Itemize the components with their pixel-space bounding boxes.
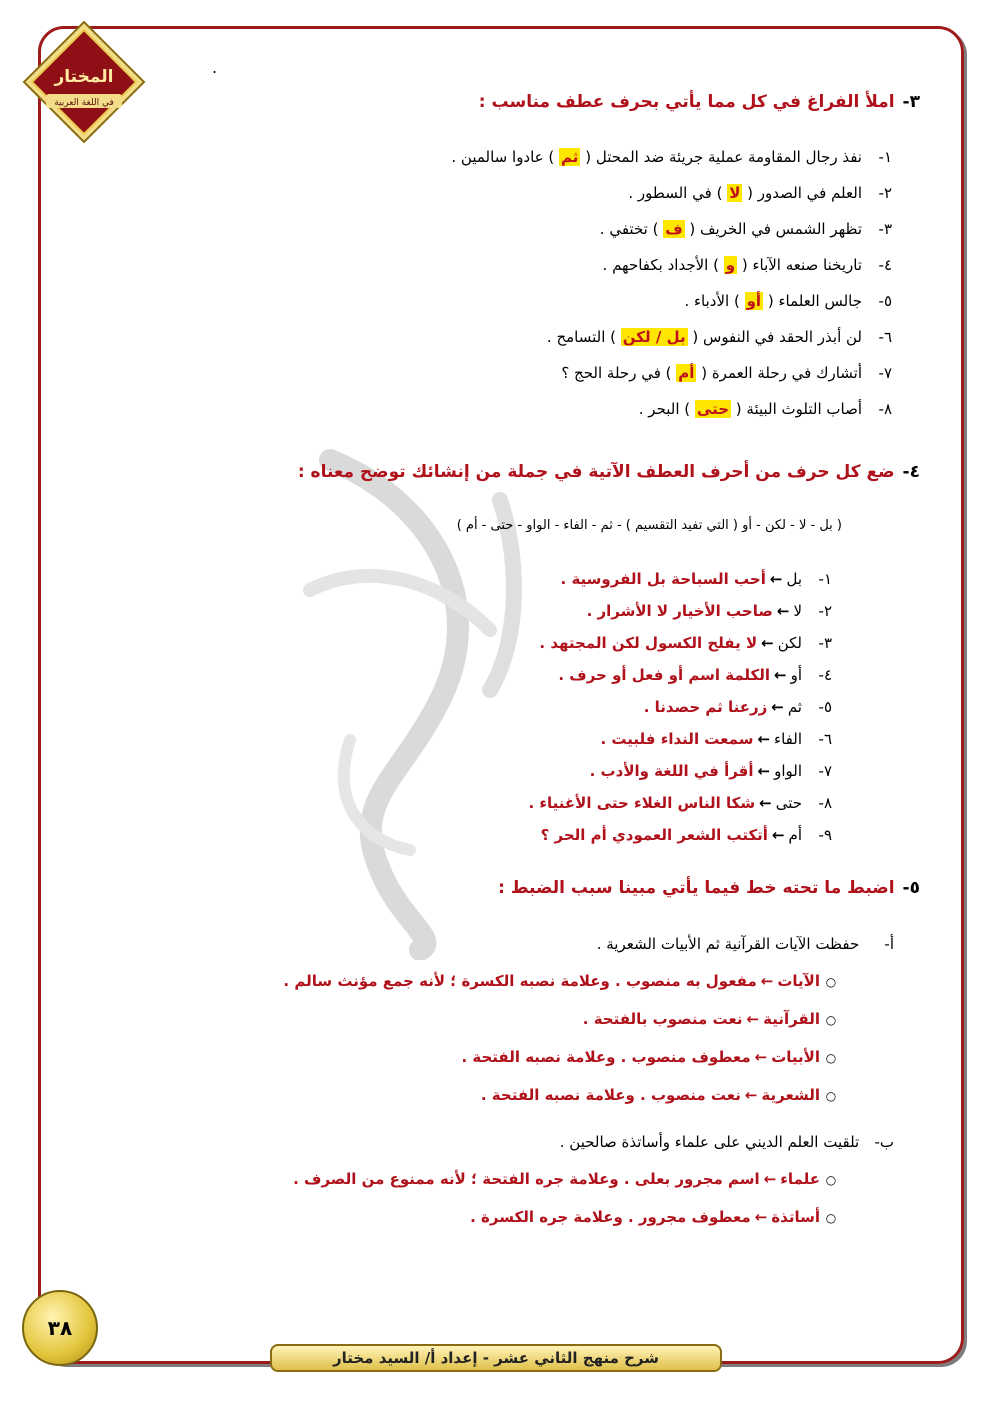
q5-number: ٥- <box>902 878 920 898</box>
q5-a-sentence: حفظت الآيات القرآنية ثم الأبيات الشعرية . <box>596 935 860 953</box>
q3-item-answer: ف <box>665 220 683 238</box>
q5-a-label: أ- <box>884 935 894 953</box>
q3-item-after: البحر . <box>638 400 680 418</box>
arrow-icon: ← <box>774 666 787 684</box>
q3-item-number: ٧- <box>878 364 892 382</box>
arrow-icon: ← <box>754 1048 768 1066</box>
q5-heading <box>498 878 920 898</box>
q5-b-answer-item <box>470 1208 842 1226</box>
bullet-circle-icon: ○ <box>825 1211 837 1225</box>
arrow-icon: ← <box>771 698 784 716</box>
q3-item-before: أصاب التلوث البيئة <box>741 400 862 418</box>
q5-b-sentence-line <box>560 1133 894 1151</box>
q3-item-answer: أم <box>678 364 695 382</box>
q4-item-letter: أو <box>790 666 802 684</box>
q4-item-sentence: الكلمة اسم أو فعل أو حرف . <box>558 666 770 684</box>
q4-item-sentence: لا يفلح الكسول لكن المجتهد . <box>539 634 758 652</box>
q3-bracket-close: ) <box>729 292 745 310</box>
q4-letters-list: ( بل - لا - لكن - أو ( التي تفيد التقسيم ) - ثم - الفاء - الواو - حتى - أم ) <box>456 518 842 533</box>
q3-item-before: لن أبذر الحقد في النفوس <box>698 328 862 346</box>
q5-a-answer-word: الشعرية <box>761 1086 820 1104</box>
q3-item-after: عادوا سالمين . <box>451 148 544 166</box>
q3-item <box>600 220 892 238</box>
q3-item-after: في السطور . <box>628 184 712 202</box>
q4-item <box>587 602 832 620</box>
q4-item-letter: ثم <box>787 698 802 716</box>
page-number: ٣٨ <box>22 1290 98 1366</box>
q3-bracket-open: ( <box>737 256 748 274</box>
q3-bracket-close: ) <box>660 364 677 382</box>
q3-item-after: في رحلة الحج ؟ <box>561 364 661 382</box>
q5-a-sentence-line <box>597 935 894 953</box>
q4-item-letter: بل <box>786 570 802 588</box>
q3-item-before: العلم في الصدور <box>752 184 862 202</box>
q3-item <box>639 400 892 418</box>
arrow-icon: ← <box>771 826 785 844</box>
arrow-icon: ← <box>759 794 772 812</box>
q3-bracket-open: ( <box>763 292 774 310</box>
q5-a-answer-text: مفعول به منصوب . وعلامة نصبه الكسرة ؛ لأنه جمع مؤنث سالم . <box>283 972 757 990</box>
q4-item-sentence: أحب السباحة بل الفروسية . <box>560 570 766 588</box>
q5-a-answer-item <box>481 1086 842 1104</box>
q3-heading <box>479 92 920 112</box>
logo-badge <box>22 20 146 144</box>
q4-item-number: ٤- <box>818 666 832 684</box>
bullet-circle-icon: ○ <box>825 1173 837 1187</box>
q4-item-sentence: أتكتب الشعر العمودي أم الحر ؟ <box>540 826 768 844</box>
q4-item-sentence: أقرأ في اللغة والأدب . <box>589 762 754 780</box>
q3-bracket-close: ) <box>605 328 621 346</box>
q4-item <box>590 762 832 780</box>
q4-item-number: ٦- <box>818 730 832 748</box>
q5-b-answer-text: معطوف مجرور . وعلامة جره الكسرة . <box>470 1208 751 1226</box>
q3-item-before: نفذ رجال المقاومة عملية جريئة ضد المحتل <box>591 148 862 166</box>
q3-bracket-close: ) <box>708 256 724 274</box>
q3-item-number: ٦- <box>878 328 892 346</box>
q3-item-number: ٢- <box>878 184 892 202</box>
q4-item-letter: الفاء <box>774 730 802 748</box>
q3-bracket-open: ( <box>580 148 592 166</box>
q4-item-sentence: زرعنا ثم حصدنا . <box>643 698 768 716</box>
q3-item-number: ١- <box>878 148 892 166</box>
q5-a-answer-text: معطوف منصوب . وعلامة نصبه الفتحة . <box>461 1048 751 1066</box>
q3-bracket-close: ) <box>543 148 560 166</box>
q3-item-number: ٨- <box>878 400 892 418</box>
q3-item-answer: حتى <box>696 400 730 418</box>
q4-item <box>541 826 832 844</box>
q3-title: املأ الفراغ في كل مما يأتي بحرف عطف مناسب : <box>478 92 895 112</box>
q5-b-sentence: تلقيت العلم الديني على علماء وأساتذة صالحين . <box>559 1133 860 1151</box>
q4-item <box>601 730 833 748</box>
q3-item-after: الأجداد بكفاحهم . <box>602 256 709 274</box>
q3-bracket-open: ( <box>696 364 708 382</box>
arrow-icon: ← <box>776 602 790 620</box>
q3-bracket-open: ( <box>684 220 696 238</box>
q4-item <box>528 794 832 812</box>
q5-a-answer-text: نعت منصوب بالفتحة . <box>582 1010 743 1028</box>
q5-b-label: ب- <box>874 1133 894 1151</box>
q3-item-before: تظهر الشمس في الخريف <box>695 220 862 238</box>
q5-b-answer-text: اسم مجرور بعلى . وعلامة جره الفتحة ؛ لأنه ممنوع من الصرف . <box>293 1170 760 1188</box>
arrow-icon: ← <box>744 1086 758 1104</box>
q3-item-after: تختفي . <box>599 220 648 238</box>
arrow-icon: ← <box>757 762 771 780</box>
q3-bracket-close: ) <box>711 184 728 202</box>
q3-item-answer: بل / لكن <box>622 328 686 346</box>
q4-item-number: ٧- <box>818 762 832 780</box>
logo-title: المختار <box>54 67 114 87</box>
arrow-icon: ← <box>763 1170 777 1188</box>
q3-number: ٣- <box>902 92 920 112</box>
q4-item-letter: لا <box>793 602 802 620</box>
q5-a-answer-text: نعت منصوب . وعلامة نصبه الفتحة . <box>480 1086 741 1104</box>
q3-item-answer: و <box>725 256 736 274</box>
q4-item-number: ٨- <box>818 794 832 812</box>
arrow-icon: ← <box>757 730 771 748</box>
q3-bracket-close: ) <box>647 220 664 238</box>
q5-a-answer-word: القرآنية <box>763 1010 820 1028</box>
q5-a-answer-word: الأبيات <box>771 1048 820 1066</box>
q3-item <box>684 292 892 310</box>
q3-item-number: ٤- <box>878 256 892 274</box>
q4-item-sentence: صاحب الأخيار لا الأشرار . <box>586 602 773 620</box>
bullet-circle-icon: ○ <box>825 1089 837 1103</box>
q3-item <box>561 364 892 382</box>
q4-item-letter: لكن <box>777 634 802 652</box>
q4-item <box>644 698 832 716</box>
arrow-icon: ← <box>761 634 774 652</box>
q3-item-before: تاريخنا صنعه الآباء <box>747 256 862 274</box>
q4-number: ٤- <box>902 462 920 482</box>
q3-item-answer: لا <box>729 184 741 202</box>
q4-item-number: ٩- <box>818 826 832 844</box>
q3-item-number: ٥- <box>878 292 892 310</box>
bullet-circle-icon: ○ <box>825 1051 837 1065</box>
arrow-icon: ← <box>760 972 774 990</box>
q5-b-answer-word: علماء <box>780 1170 820 1188</box>
q3-bracket-open: ( <box>742 184 753 202</box>
q4-item-number: ٢- <box>818 602 832 620</box>
q3-bracket-open: ( <box>731 400 742 418</box>
q3-item <box>451 148 892 166</box>
q3-item-before: جالس العلماء <box>773 292 862 310</box>
q3-item-number: ٣- <box>878 220 892 238</box>
q5-b-answer-item <box>293 1170 842 1188</box>
q5-a-answer-item <box>283 972 842 990</box>
q4-item <box>539 634 832 652</box>
arrow-icon: ← <box>754 1208 768 1226</box>
q5-a-answer-item <box>461 1048 842 1066</box>
q5-a-answer-word: الآيات <box>777 972 820 990</box>
q3-bracket-open: ( <box>687 328 699 346</box>
q3-item <box>628 184 892 202</box>
top-dot: . <box>212 58 218 77</box>
q4-item-letter: أم <box>788 826 802 844</box>
q3-item-before: أتشارك في رحلة العمرة <box>707 364 862 382</box>
arrow-icon: ← <box>769 570 783 588</box>
q5-b-answer-word: أساتذة <box>771 1208 820 1226</box>
q3-item-after: التسامح . <box>546 328 606 346</box>
q3-item-answer: ثم <box>561 148 579 166</box>
q5-title: اضبط ما تحته خط فيما يأتي مبينا سبب الضبط : <box>498 878 895 898</box>
bullet-circle-icon: ○ <box>825 1013 837 1027</box>
q4-item-letter: الواو <box>774 762 802 780</box>
q4-item-sentence: شكا الناس الغلاء حتى الأغنياء . <box>528 794 756 812</box>
q3-item <box>547 328 892 346</box>
q4-item-letter: حتى <box>775 794 802 812</box>
q4-item-number: ١- <box>818 570 832 588</box>
q4-item <box>561 570 832 588</box>
bullet-circle-icon: ○ <box>825 975 837 989</box>
q4-title: ضع كل حرف من أحرف العطف الآتية في جملة من إنشائك توضح معناه : <box>297 462 895 482</box>
q4-item-number: ٣- <box>818 634 832 652</box>
q4-heading <box>298 462 920 482</box>
logo-subtitle: في اللغة العربية <box>54 98 114 108</box>
q3-item <box>603 256 892 274</box>
q3-item-answer: أو <box>746 292 762 310</box>
q3-item-after: الأدباء . <box>684 292 730 310</box>
q4-item-sentence: سمعت النداء فلبيت . <box>600 730 754 748</box>
arrow-icon: ← <box>746 1010 760 1028</box>
footer-banner: شرح منهج الثاني عشر - إعداد أ/ السيد مختار <box>270 1344 722 1372</box>
q5-a-answer-item <box>583 1010 842 1028</box>
q3-bracket-close: ) <box>679 400 695 418</box>
q4-item-number: ٥- <box>818 698 832 716</box>
q4-item <box>558 666 832 684</box>
